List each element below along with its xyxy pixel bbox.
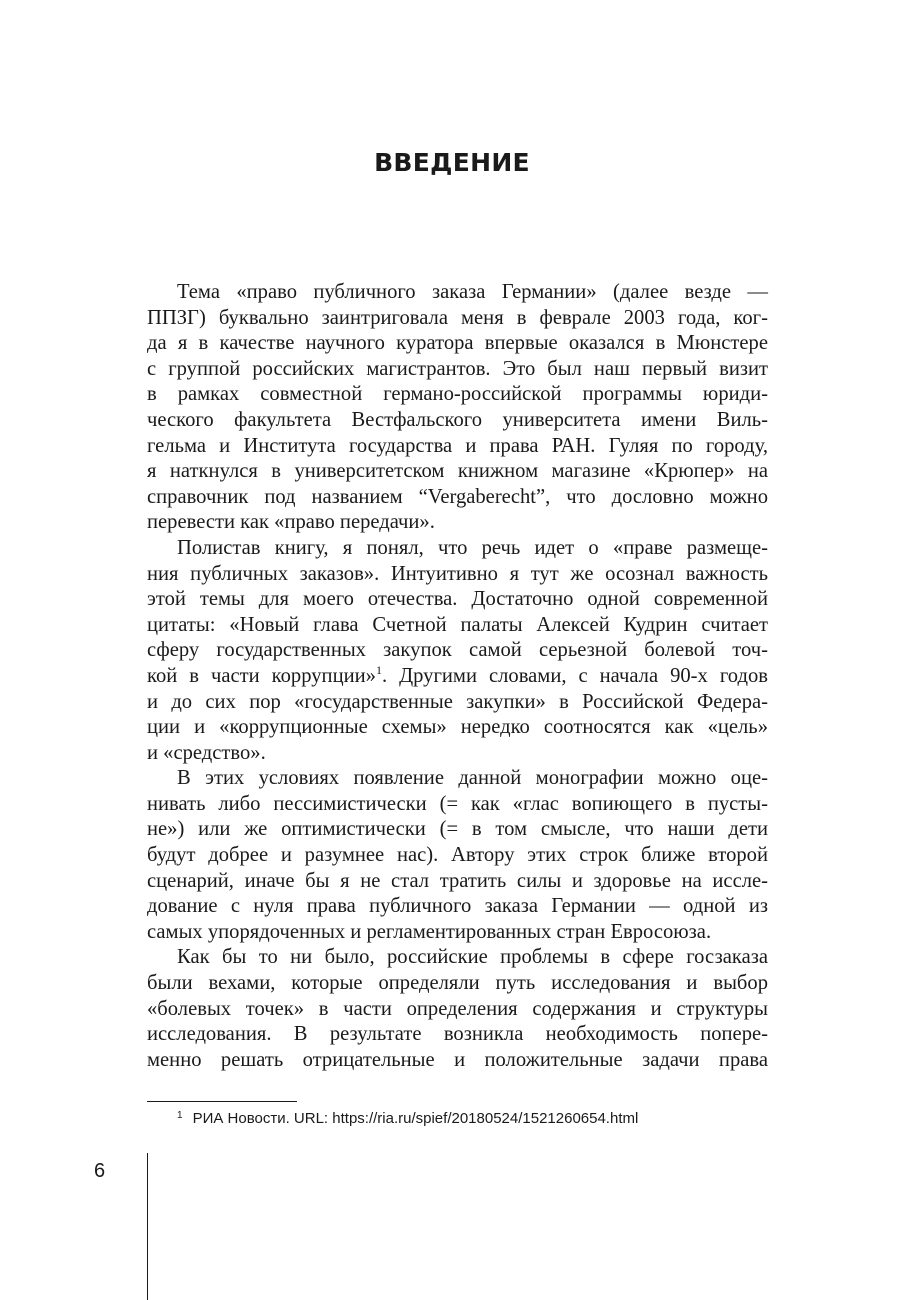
text-line: Полистав книгу, я понял, что речь идет о «праве размеще- bbox=[177, 536, 768, 559]
text-line: будут добрее и разумнее нас). Автору этих строк ближе второй bbox=[147, 844, 768, 867]
page-margin-rule bbox=[147, 1153, 148, 1300]
text-line: да я в качестве научного куратора впервые оказался в Мюнстере bbox=[147, 332, 768, 355]
chapter-heading: ВВЕДЕНИЕ bbox=[374, 148, 530, 177]
paragraph-1 bbox=[147, 280, 768, 536]
text-line: самых упорядоченных и регламентированных стран Евросоюза. bbox=[147, 920, 712, 943]
text-line: перевести как «право передачи». bbox=[147, 511, 435, 534]
text-line: сценарий, иначе бы я не стал тратить силы и здоровье на иссле- bbox=[147, 869, 768, 892]
text-line: и «средство». bbox=[147, 741, 266, 764]
text-line: в рамках совместной германо-российской программы юриди- bbox=[147, 383, 768, 406]
text-line: ции и «коррупционные схемы» нередко соотносятся как «цель» bbox=[147, 716, 768, 739]
text-line: нивать либо пессимистически (= как «глас вопиющего в пусты- bbox=[147, 792, 768, 815]
text-line: В этих условиях появление данной монографии можно оце- bbox=[177, 767, 768, 790]
paragraph-4 bbox=[147, 945, 768, 1073]
text-line: гельма и Института государства и права РАН. Гуляя по городу, bbox=[147, 434, 768, 457]
text-line: сферу государственных закупок самой серьезной болевой точ- bbox=[147, 639, 768, 662]
page-number: 6 bbox=[94, 1160, 106, 1182]
paragraph-2 bbox=[147, 536, 768, 766]
footnote bbox=[177, 1106, 638, 1129]
footnote-text: РИА Новости. URL: https://ria.ru/spief/20180524/1521260654.html bbox=[192, 1110, 639, 1127]
text-segment: кой в части коррупции» bbox=[147, 664, 376, 687]
footnote-reference[interactable]: 1 bbox=[375, 662, 382, 677]
text-line: дование с нуля права публичного заказа Германии — одной из bbox=[147, 895, 768, 918]
text-line: ческого факультета Вестфальского университета имени Виль- bbox=[147, 408, 768, 431]
text-line: справочник под названием “Vergaberecht”, что дословно можно bbox=[147, 485, 768, 508]
text-line: Как бы то ни было, российские проблемы в сфере госзаказа bbox=[177, 946, 768, 969]
body-text bbox=[147, 280, 768, 1073]
text-line: были вехами, которые определяли путь исследования и выбор bbox=[147, 972, 768, 995]
text-line: не») или же оптимистически (= в том смысле, что наши дети bbox=[147, 818, 768, 841]
text-line: менно решать отрицательные и положительные задачи права bbox=[147, 1048, 768, 1071]
text-line: с группой российских магистрантов. Это был наш первый визит bbox=[147, 357, 768, 380]
text-line: Тема «право публичного заказа Германии» (далее везде — bbox=[177, 281, 768, 303]
text-line: цитаты: «Новый глава Счетной палаты Алексей Кудрин считает bbox=[147, 613, 768, 636]
text-line: этой темы для моего отечества. Достаточно одной современной bbox=[147, 588, 768, 611]
text-line: ППЗГ) буквально заинтриговала меня в феврале 2003 года, ког- bbox=[147, 306, 768, 329]
text-line-with-footnote-ref bbox=[147, 664, 768, 690]
paragraph-3 bbox=[147, 766, 768, 945]
text-line: ния публичных заказов». Интуитивно я тут же осознал важность bbox=[147, 562, 768, 585]
footnote-number: 1 bbox=[177, 1110, 183, 1121]
footnote-divider bbox=[147, 1101, 297, 1102]
text-line: «болевых точек» в части определения содержания и структуры bbox=[147, 997, 768, 1020]
text-line: и до сих пор «государственные закупки» в Российской Федера- bbox=[147, 690, 768, 713]
text-line: исследования. В результате возникла необходимость попере- bbox=[147, 1023, 768, 1046]
text-line: я наткнулся в университетском книжном магазине «Крюпер» на bbox=[147, 460, 768, 483]
text-segment: . Другими словами, с начала 90-х годов bbox=[381, 664, 768, 687]
